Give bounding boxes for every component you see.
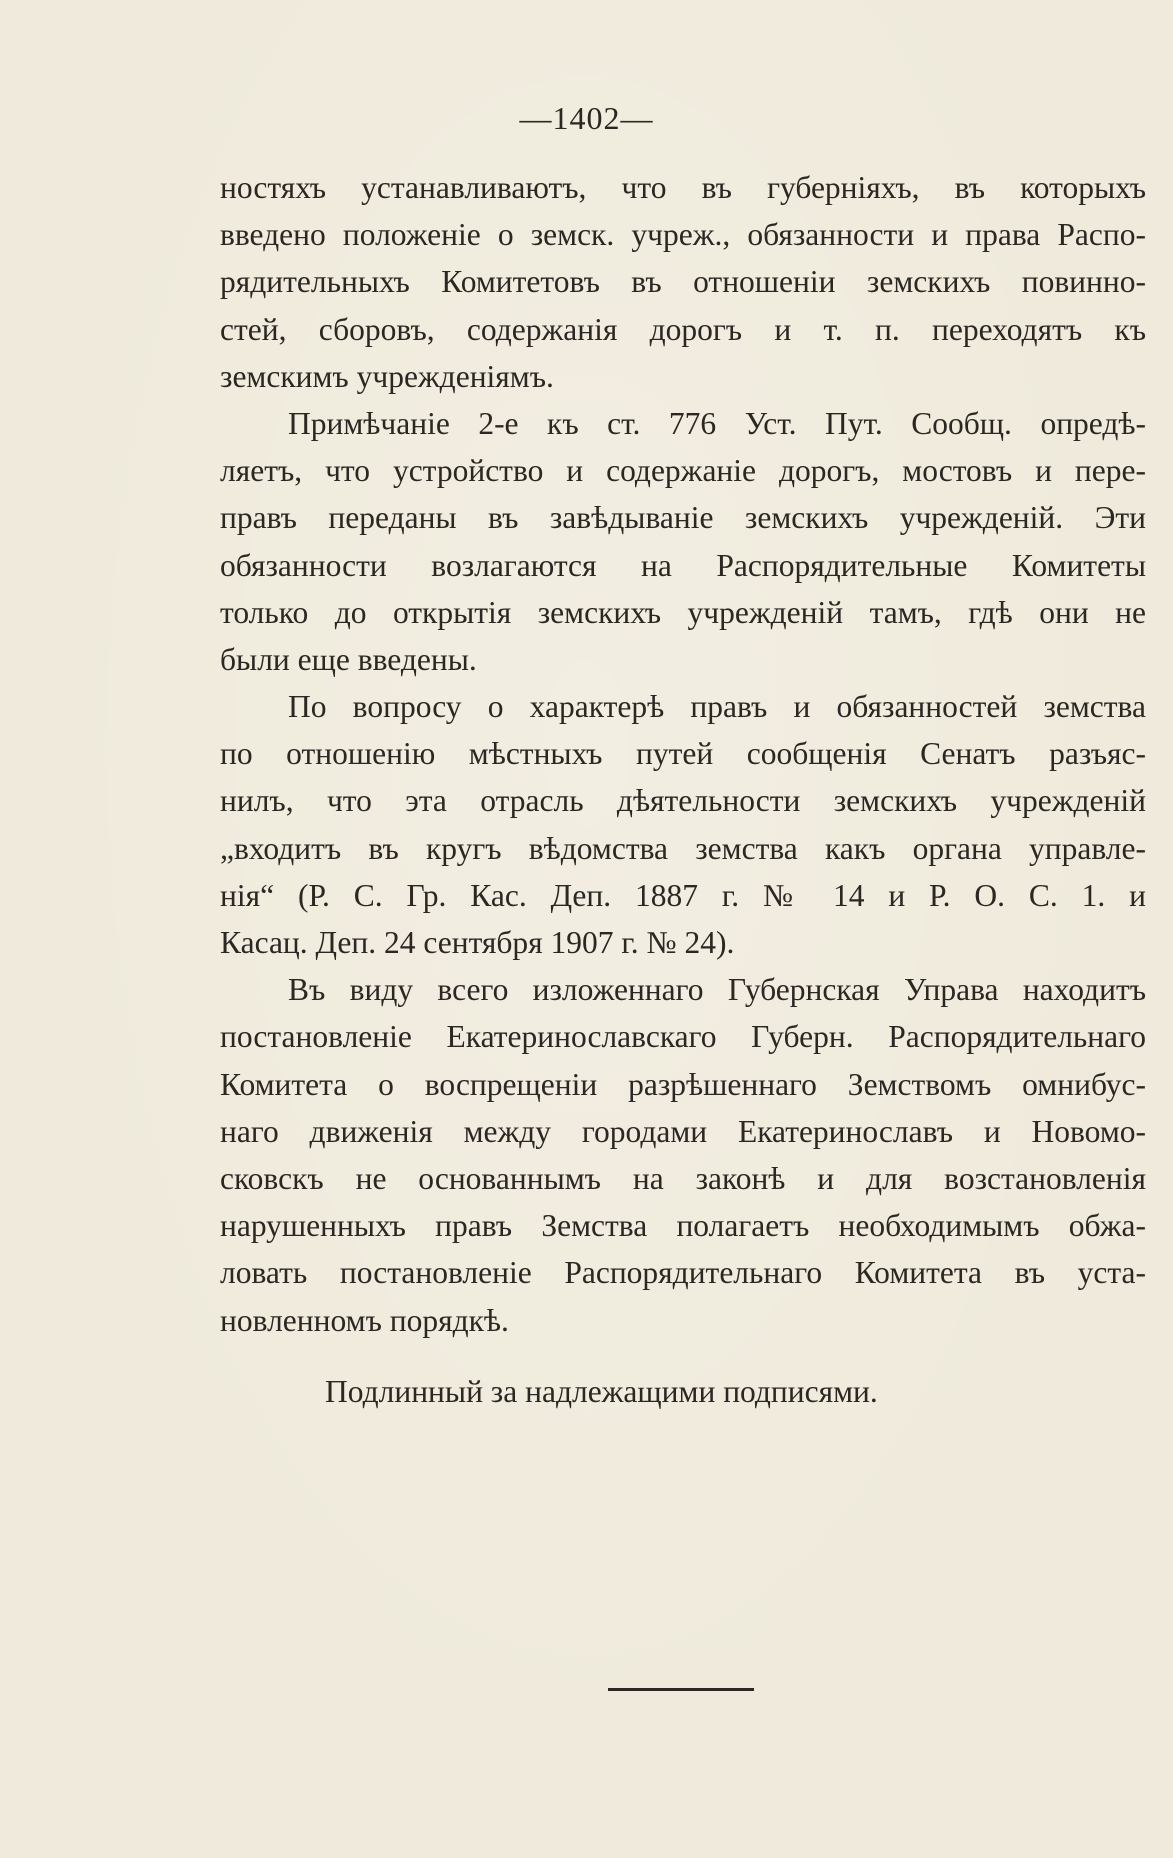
text-line: правъ переданы въ завѣдываніе земскихъ учрежденій. Эти bbox=[220, 500, 1146, 536]
text-line: Касац. Деп. 24 сентября 1907 г. № 24). bbox=[220, 925, 735, 960]
text-line: нарушенныхъ правъ Земства полагаетъ необходимымъ обжа- bbox=[220, 1208, 1146, 1244]
text-line: постановленіе Екатеринославскаго Губерн. Распорядительнаго bbox=[220, 1019, 1146, 1055]
text-line: ностяхъ устанавливаютъ, что въ губерніяхъ, въ которыхъ bbox=[220, 170, 1146, 205]
text-line: стей, сборовъ, содержанія дорогъ и т. п. переходятъ къ bbox=[220, 311, 1146, 347]
text-line: Въ виду всего изложеннаго Губернская Управа находитъ bbox=[288, 972, 1146, 1008]
text-line: земскимъ учрежденіямъ. bbox=[220, 358, 554, 394]
text-line: нилъ, что эта отрасль дѣятельности земскихъ учрежденій bbox=[220, 783, 1146, 819]
text-line: обязанности возлагаются на Распорядительные Комитеты bbox=[220, 547, 1146, 583]
text-line: По вопросу о характерѣ правъ и обязанностей земства bbox=[288, 689, 1146, 725]
text-line: ловать постановленіе Распорядительнаго Комитета въ уста- bbox=[220, 1255, 1146, 1291]
body-text bbox=[220, 164, 1146, 1344]
text-line: введено положеніе о земск. учреж., обязанности и права Распо- bbox=[220, 217, 1146, 253]
text-line: Комитета о воспрещеніи разрѣшеннаго Земствомъ омнибус- bbox=[220, 1066, 1146, 1102]
text-line: рядительныхъ Комитетовъ въ отношеніи земскихъ повинно- bbox=[220, 264, 1146, 300]
closing-rule bbox=[608, 1688, 754, 1691]
page-number: —1402— bbox=[519, 100, 654, 136]
text-line: только до открытія земскихъ учрежденій тамъ, гдѣ они не bbox=[220, 594, 1146, 630]
paragraph-1 bbox=[220, 164, 1146, 400]
text-line: сковскъ не основаннымъ на законѣ и для возстановленія bbox=[220, 1160, 1146, 1196]
closing-signature-line: Подлинный за надлежащими подписями. bbox=[325, 1374, 878, 1409]
text-line: по отношенію мѣстныхъ путей сообщенія Сенатъ разъяс- bbox=[220, 736, 1146, 772]
text-line: были еще введены. bbox=[220, 641, 477, 677]
paragraph-2 bbox=[220, 400, 1146, 683]
text-line: ляетъ, что устройство и содержаніе дорогъ, мостовъ и пере- bbox=[220, 453, 1146, 489]
text-line: Примѣчаніе 2-е къ ст. 776 Уст. Пут. Сообщ. опредѣ- bbox=[288, 405, 1146, 441]
paragraph-3 bbox=[220, 683, 1146, 966]
text-line: новленномъ порядкѣ. bbox=[220, 1302, 509, 1338]
paragraph-4 bbox=[220, 966, 1146, 1344]
text-line: наго движенія между городами Екатеринославъ и Новомо- bbox=[220, 1113, 1146, 1149]
text-line: нія“ (Р. С. Гр. Кас. Деп. 1887 г. № 14 и Р. О. С. 1. и bbox=[220, 877, 1146, 913]
text-line: „входитъ въ кругъ вѣдомства земства какъ органа управле- bbox=[220, 830, 1146, 866]
